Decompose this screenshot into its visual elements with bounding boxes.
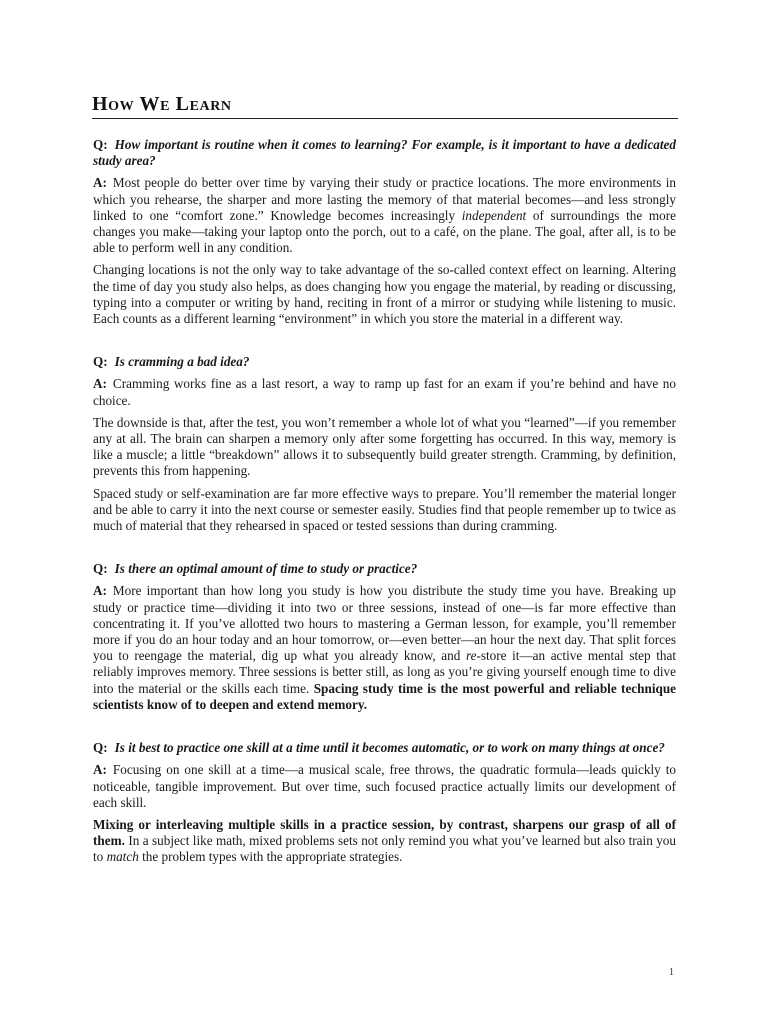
answer-text: Most people do better over time by varying their study or practice locations. The more environments in which you rehearse, the sharper and more lasting the memory of that material becomes—and less strongly linked to one “comfort zone.” Knowledge becomes increasingly <box>93 175 676 223</box>
question <box>93 740 676 756</box>
question-text: How important is routine when it comes to learning? For example, is it important to have a dedicated study area? <box>93 137 676 169</box>
question <box>93 561 676 577</box>
answer-text: Cramming works fine as a last resort, a way to ramp up fast for an exam if you’re behind and have no choice. <box>93 376 676 408</box>
answer-text: In a subject like math, mixed problems sets not only remind you what you’ve learned but also train you to <box>93 833 676 865</box>
answer-paragraph <box>93 175 676 256</box>
answer-paragraph: Changing locations is not the only way to take advantage of the so-called context effect on learning. Altering the time of day you study also helps, as does changing how you engage the material, by reading or discussing, typing into a computer or writing by hand, reciting in front of a mirror or studying while listening to music. Each counts as a different learning “environment” in which you store the material in a different way. <box>93 262 676 327</box>
answer-text-rest: -store it—an active mental step that reliably improves memory. Three sessions is better still, as long as you’re giving yourself enough time to dive into the material or the skills each time. <box>93 648 676 696</box>
question-text: Is there an optimal amount of time to study or practice? <box>114 561 418 577</box>
answer-paragraph <box>93 583 676 713</box>
question-tag: Q: <box>93 354 108 370</box>
qa-content <box>93 137 676 866</box>
page-number: 1 <box>669 967 674 978</box>
answer-paragraph: Spaced study or self-examination are far more effective ways to prepare. You’ll remember the material longer and be able to carry it into the next course or semester easily. Studies find that people remember up to twice as much of material that they rehearsed in spaced or tested sessions than during cramming. <box>93 485 676 534</box>
answer-bold: Mixing or interleaving multiple skills in a practice session, by contrast, sharpens our grasp of all of them. <box>93 816 676 849</box>
answer-text-rest: of surroundings the more changes you make—taking your laptop onto the porch, out to a café, on the plane. The goal, after all, is to be able to perform well in any condition. <box>93 207 676 256</box>
page-title: How We Learn <box>92 93 232 115</box>
question-text: Is it best to practice one skill at a time until it becomes automatic, or to work on many things at once? <box>114 740 665 756</box>
answer-text: More important than how long you study is how you distribute the study time you have. Breaking up study or practice time—dividing it into two or three sessions, instead of one—is far more effective than concentrating it. If you’ve allotted two hours to mastering a German lesson, for example, you’ll remember more if you do an hour today and an hour tomorrow, or—even better—an hour the next day. That split forces you to reengage the material, dig up what you already know, and <box>93 583 676 664</box>
answer-text: Focusing on one skill at a time—a musical scale, free throws, the quadratic formula—leads quickly to noticeable, tangible improvement. But over time, such focused practice actually limits our development of each skill. <box>93 762 676 810</box>
answer-tag: A: <box>93 583 107 599</box>
answer-paragraph <box>93 376 676 408</box>
question <box>93 137 676 169</box>
answer-paragraph <box>93 762 676 811</box>
answer-text-rest: the problem types with the appropriate strategies. <box>142 849 403 865</box>
answer-emphasis: re <box>465 648 477 664</box>
question-tag: Q: <box>93 740 108 756</box>
qa-item-routine <box>93 137 676 327</box>
answer-tag: A: <box>93 175 107 191</box>
answer-paragraph <box>93 817 676 866</box>
answer-paragraph: The downside is that, after the test, you won’t remember a whole lot of what you “learned”—if you remember any at all. The brain can sharpen a memory only after some forgetting has occurred. In this way, memory is like a muscle; a little “breakdown” allows it to subsequently build greater strength. Cramming, by definition, prevents this from happening. <box>93 414 676 479</box>
qa-item-optimal-time <box>93 561 676 713</box>
question-tag: Q: <box>93 137 108 152</box>
question-tag: Q: <box>93 561 108 577</box>
answer-tag: A: <box>93 762 107 778</box>
answer-emphasis: independent <box>461 207 527 223</box>
qa-item-interleaving <box>93 740 676 865</box>
qa-item-cramming <box>93 354 676 534</box>
question <box>93 354 676 370</box>
answer-tag: A: <box>93 376 107 392</box>
answer-bold: Spacing study time is the most powerful and reliable technique scientists know of to deepen and extend memory. <box>93 680 677 712</box>
title-rule <box>92 118 678 119</box>
question-text: Is cramming a bad idea? <box>114 354 250 370</box>
answer-emphasis: match <box>106 849 139 865</box>
